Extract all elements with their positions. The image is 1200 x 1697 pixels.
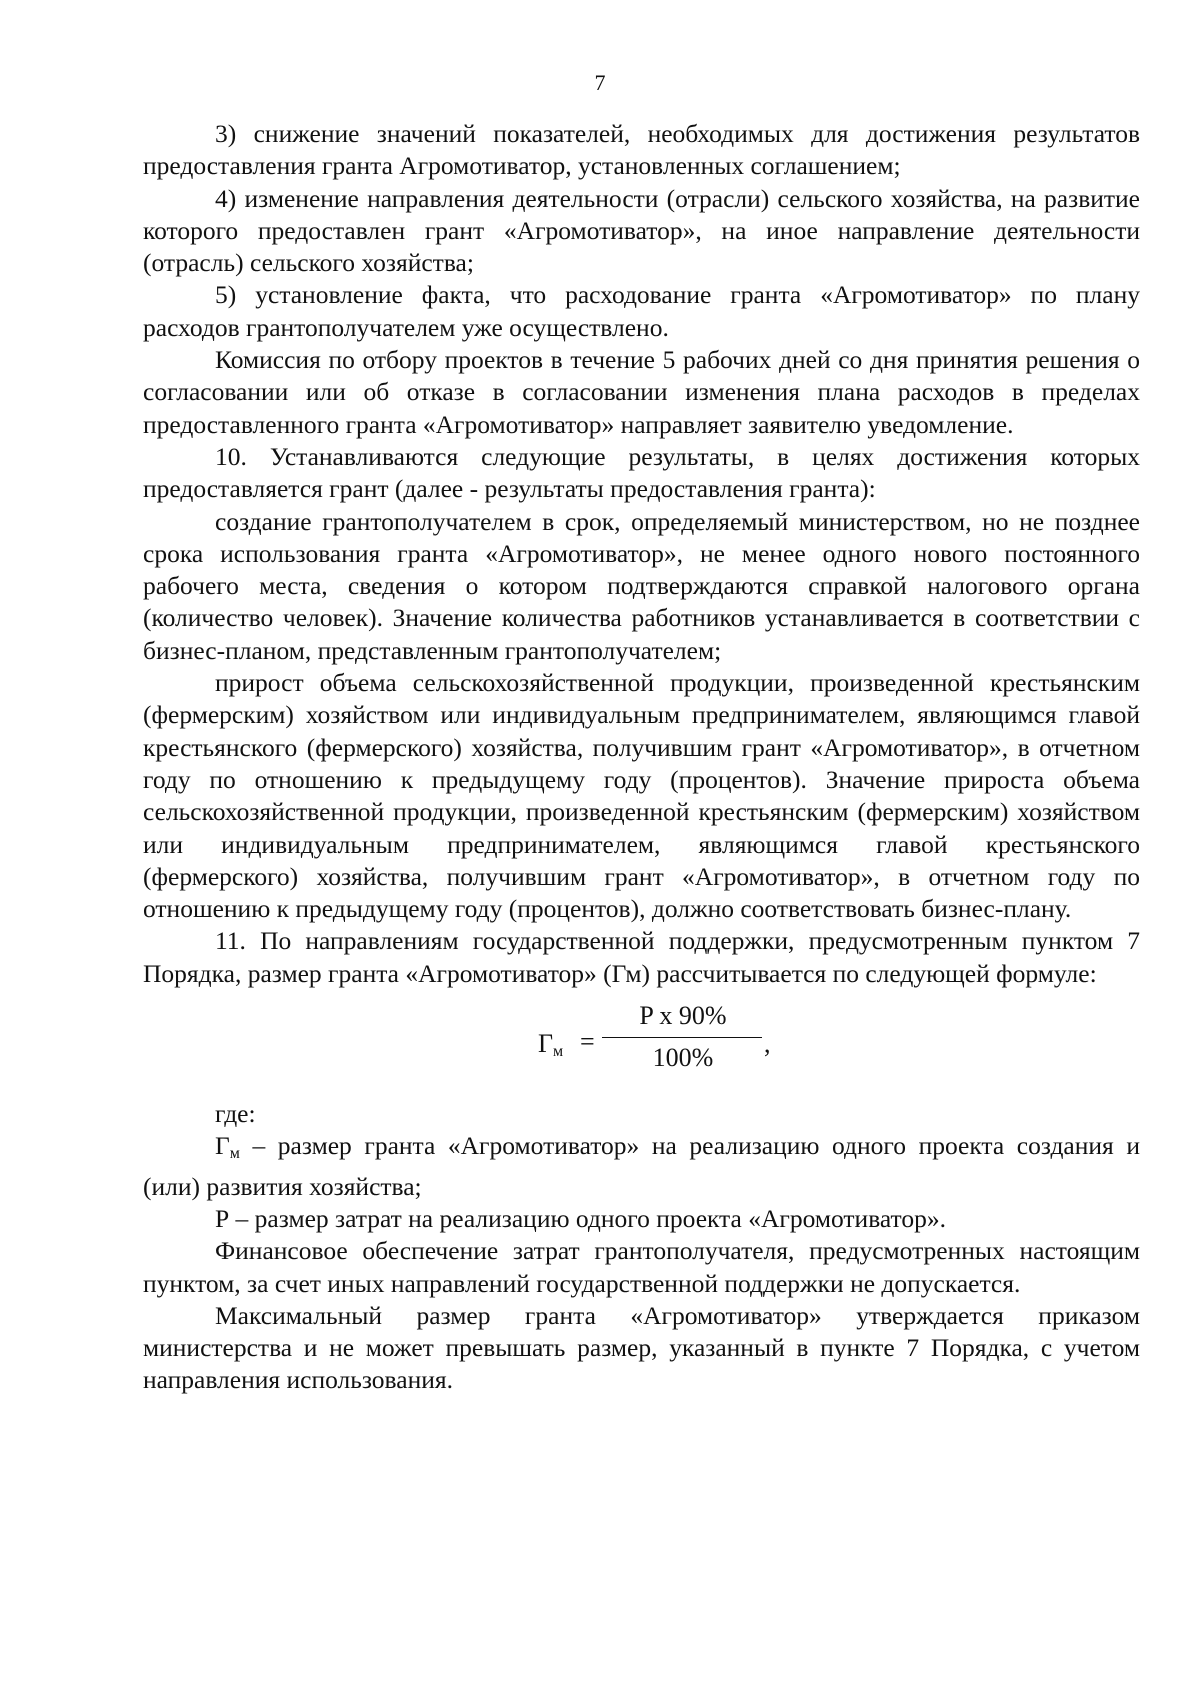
paragraph-commission-notice: Комиссия по отбору проектов в течение 5 рабочих дней со дня принятия решения о согласовании или об отказе в согласовании изменения плана расходов в пределах предоставленного гранта «Агромотиватор» направляет заявителю уведомление. bbox=[143, 345, 1140, 439]
paragraph-item-5: 5) установление факта, что расходование гранта «Агромотиватор» по плану расходов грантополучателем уже осуществлено. bbox=[143, 280, 1140, 342]
where-label: где: bbox=[215, 1099, 256, 1129]
formula-lhs bbox=[538, 1028, 563, 1068]
definition-gm-symbol: Г bbox=[215, 1131, 230, 1161]
paragraph-item-4: 4) изменение направления деятельности (отрасли) сельского хозяйства, на развитие которого предоставлен грант «Агромотиватор», на иное направление деятельности (отрасль) сельского хозяйства; bbox=[143, 183, 1140, 278]
definition-gm-text: – размер гранта «Агромотиватор» на реализацию одного проекта создания и (или) развития хозяйства; bbox=[143, 1131, 1140, 1201]
paragraph-section-11: 11. По направлениям государственной поддержки, предусмотренным пунктом 7 Порядка, размер гранта «Агромотиватор» (Гм) рассчитывается по следующей формуле: bbox=[143, 926, 1140, 988]
formula-numerator: P x 90% bbox=[639, 1001, 727, 1031]
formula-trailing-comma: , bbox=[764, 1029, 771, 1059]
paragraph-item-3: 3) снижение значений показателей, необходимых для достижения результатов предоставления гранта Агромотиватор, установленных соглашением; bbox=[143, 119, 1140, 181]
grant-formula bbox=[143, 990, 1140, 1098]
formula-denominator: 100% bbox=[652, 1043, 714, 1073]
definition-gm-subscript: м bbox=[229, 1145, 240, 1163]
paragraph-max-grant: Максимальный размер гранта «Агромотиватор» утверждается приказом министерства и не может превышать размер, указанный в пункте 7 Порядка, с учетом направления использования. bbox=[143, 1300, 1140, 1395]
definition-gm bbox=[143, 1130, 1140, 1203]
formula-body bbox=[538, 1000, 778, 1080]
formula-fraction-bar bbox=[602, 1037, 762, 1038]
paragraph-result-growth: прирост объема сельскохозяйственной продукции, произведенной крестьянским (фермерским) хозяйством или индивидуальным предпринимателем, являющимся главой крестьянского (фермерского) хозяйства, получившим грант «Агромотиватор», в отчетном году по отношению к предыдущему году (процентов). Значение прироста объема сельскохозяйственной продукции, произведенной крестьянским (фермерским) хозяйством или индивидуальным предпринимателем, являющимся главой крестьянского (фермерского) хозяйства, получившим грант «Агромотиватор», в отчетном году по отношению к предыдущему году (процентов), должно соответствовать бизнес-плану. bbox=[143, 668, 1140, 924]
formula-lhs-symbol: Г bbox=[538, 1029, 554, 1059]
formula-equals: = bbox=[580, 1027, 595, 1057]
paragraph-section-10: 10. Устанавливаются следующие результаты, в целях достижения которых предоставляется грант (далее - результаты предоставления гранта): bbox=[143, 441, 1140, 504]
document-body bbox=[143, 118, 1140, 1397]
definition-p: Р – размер затрат на реализацию одного проекта «Агромотиватор». bbox=[215, 1203, 946, 1233]
formula-lhs-subscript: м bbox=[553, 1043, 564, 1061]
paragraph-result-jobs: создание грантополучателем в срок, определяемый министерством, но не позднее срока использования гранта «Агромотиватор», не менее одного нового постоянного рабочего места, сведения о котором подтверждаются справкой налогового органа (количество человек). Значение количества работников устанавливается в соответствии с бизнес-планом, представленным грантополучателем; bbox=[143, 506, 1140, 665]
page-number: 7 bbox=[594, 70, 606, 95]
paragraph-financing: Финансовое обеспечение затрат грантополучателя, предусмотренных настоящим пунктом, за счет иных направлений государственной поддержки не допускается. bbox=[143, 1236, 1140, 1298]
